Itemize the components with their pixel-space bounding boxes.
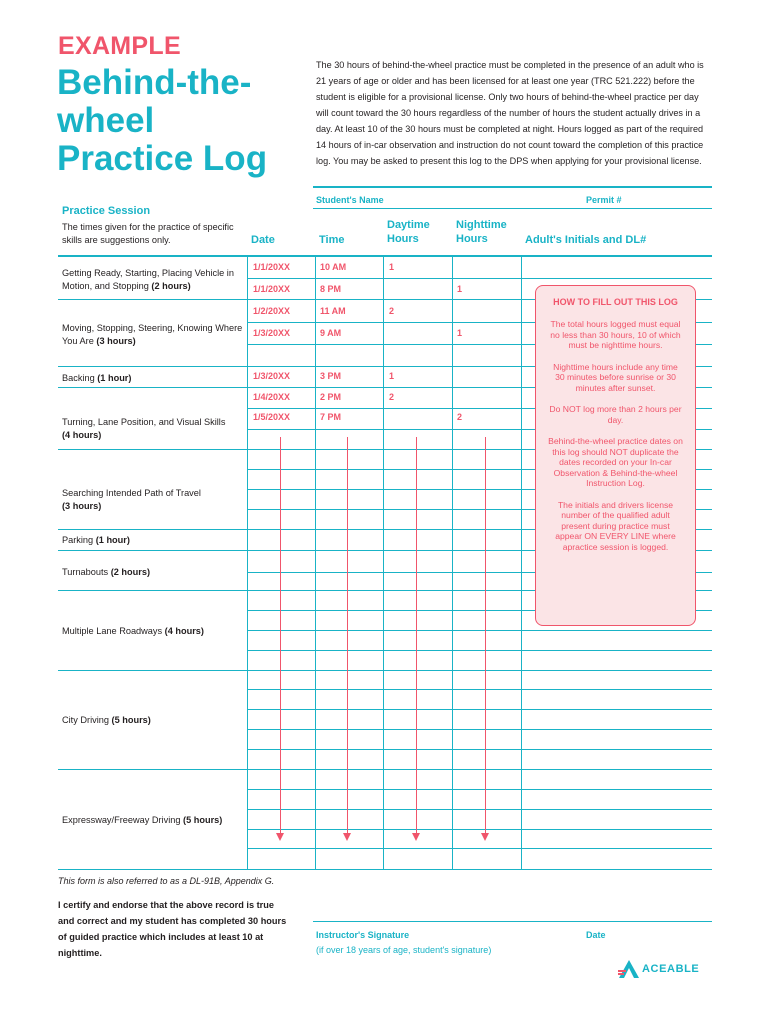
entry-date: 1/3/20XX: [253, 328, 291, 338]
permit-label: Permit #: [586, 195, 622, 205]
how-to-paragraph: The initials and drivers license number of the qualified adult present during practice must appear ON EVERY LINE where apractice session is logged.: [555, 499, 676, 552]
log-row-line: [247, 769, 712, 770]
log-column-line: [315, 256, 316, 869]
skill-label: Moving, Stopping, Steering, Knowing Where You Are (3 hours): [62, 323, 243, 346]
date-label: Date: [586, 930, 606, 940]
skill-group-line: [58, 550, 247, 551]
entry-nighttime: 1: [457, 328, 463, 338]
skill-group-line: [58, 670, 247, 671]
log-row-line: [247, 729, 712, 730]
entry-date: 1/3/20XX: [253, 371, 291, 381]
intro-paragraph: The 30 hours of behind-the-wheel practice must be completed in the presence of an adult who is 21 years of age or older and has been licensed for at least one year (TRC 521.222) before the student is eligible for a provisional license. Only two hours of behind-the-wheel practice per day will count toward the 30 hours regardless of the number of hours the student actually drives in a day. At least 10 of the 30 hours must be completed at night. Hours logged as part of the required 14 hours of in-car observation and instruction do not count toward the completion of this practice log. You may be asked to present this log to the DPS when applying for your provisional license.: [316, 60, 704, 166]
skill-label: Searching Intended Path of Travel (3 hours): [62, 488, 201, 511]
aceable-logo: [618, 958, 708, 980]
skill-label: Backing (1 hour): [62, 373, 132, 383]
entry-time: 2 PM: [320, 392, 342, 402]
arrowhead-icon: [276, 833, 284, 841]
skill-label: Multiple Lane Roadways (4 hours): [62, 626, 204, 636]
form-footnote: This form is also referred to as a DL-91B, Appendix G.: [58, 876, 275, 886]
entry-nighttime: 2: [457, 412, 463, 422]
how-to-paragraph: Behind-the-wheel practice dates on this log should NOT duplicate the dates recorded on your In-car Observation & Behind-the-wheel Instruction Log.: [548, 436, 683, 488]
log-row-line: [247, 278, 712, 279]
entry-date: 1/2/20XX: [253, 306, 291, 316]
entry-date: 1/1/20XX: [253, 284, 291, 294]
log-column-line: [452, 256, 453, 869]
log-column-line: [521, 256, 522, 869]
skill-group-line: [58, 299, 247, 300]
arrowhead-icon: [412, 833, 420, 841]
skill-label: Turning, Lane Position, and Visual Skills (4 hours): [62, 417, 226, 440]
entry-time: 7 PM: [320, 412, 342, 422]
arrowhead-icon: [481, 833, 489, 841]
entry-time: 8 PM: [320, 284, 342, 294]
skill-label: Parking (1 hour): [62, 535, 130, 545]
instructor-signature-label: Instructor's Signature: [316, 930, 410, 940]
log-row-line: [247, 749, 712, 750]
col-time: Time: [319, 234, 345, 246]
entry-date: 1/1/20XX: [253, 262, 291, 272]
continue-arrow-nighttime: [485, 437, 486, 833]
example-label: EXAMPLE: [58, 32, 181, 60]
top-rule: [313, 186, 712, 188]
header-rule: [58, 255, 712, 257]
entry-daytime: 2: [389, 392, 395, 402]
col-nighttime: Nighttime Hours: [456, 219, 507, 245]
aceable-mark-icon: [618, 959, 640, 979]
entry-daytime: 1: [389, 371, 395, 381]
continue-arrow-daytime: [416, 437, 417, 833]
how-to-title: HOW TO FILL OUT THIS LOG: [553, 297, 678, 307]
skill-label: Turnabouts (2 hours): [62, 567, 151, 577]
log-row-line: [247, 670, 712, 671]
skill-group-line: [58, 769, 247, 770]
how-to-paragraph: Nighttime hours include any time 30 minutes before sunrise or 30 minutes after sunset.: [553, 361, 678, 393]
practice-session-description: The times given for the practice of specific skills are suggestions only.: [62, 222, 234, 245]
entry-daytime: 1: [389, 262, 395, 272]
skill-group-line: [58, 387, 247, 388]
skill-group-line: [58, 366, 247, 367]
continue-arrow-time: [347, 437, 348, 833]
entry-nighttime: 1: [457, 284, 463, 294]
col-daytime: Daytime Hours: [387, 219, 430, 245]
name-field-rule[interactable]: [313, 208, 712, 209]
entry-time: 3 PM: [320, 371, 342, 381]
skill-label: Getting Ready, Starting, Placing Vehicle in Motion, and Stopping (2 hours): [62, 268, 234, 291]
page-title: Behind-the-wheel Practice Log: [57, 63, 268, 178]
log-row-line: [247, 709, 712, 710]
entry-time: 11 AM: [320, 306, 346, 316]
log-row-line: [247, 848, 712, 849]
col-adult: Adult's Initials and DL#: [525, 234, 647, 246]
continue-arrow-date: [280, 437, 281, 833]
signature-line[interactable]: [313, 921, 712, 922]
how-to-callout: [535, 285, 696, 626]
skill-label: Expressway/Freeway Driving (5 hours): [62, 815, 223, 825]
how-to-paragraph: The total hours logged must equal no less than 30 hours, 10 of which must be nighttime hours.: [550, 319, 681, 350]
practice-session-title: Practice Session: [62, 205, 151, 217]
log-row-line: [247, 630, 712, 631]
entry-date: 1/4/20XX: [253, 392, 291, 402]
signature-note: (if over 18 years of age, student's signature): [316, 945, 492, 955]
certification-statement: I certify and endorse that the above record is true and correct and my student has completed 30 hours of guided practice which includes at least 10 at nighttime.: [58, 900, 287, 958]
log-row-line: [247, 809, 712, 810]
skill-group-line: [58, 590, 247, 591]
log-row-line: [247, 789, 712, 790]
skill-group-line: [58, 529, 247, 530]
entry-time: 10 AM: [320, 262, 347, 272]
col-date: Date: [251, 234, 275, 246]
table-bottom-line: [58, 869, 712, 870]
log-row-line: [247, 650, 712, 651]
how-to-paragraph: Do NOT log more than 2 hours per day.: [549, 404, 682, 425]
entry-daytime: 2: [389, 306, 395, 316]
logo-wordmark: ACEABLE: [642, 963, 700, 975]
student-name-label: Student's Name: [316, 195, 384, 205]
log-row-line: [247, 689, 712, 690]
skill-label: City Driving (5 hours): [62, 715, 151, 725]
entry-date: 1/5/20XX: [253, 412, 291, 422]
skill-group-line: [58, 449, 247, 450]
log-row-line: [247, 829, 712, 830]
arrowhead-icon: [343, 833, 351, 841]
log-column-line: [383, 256, 384, 869]
entry-time: 9 AM: [320, 328, 342, 338]
